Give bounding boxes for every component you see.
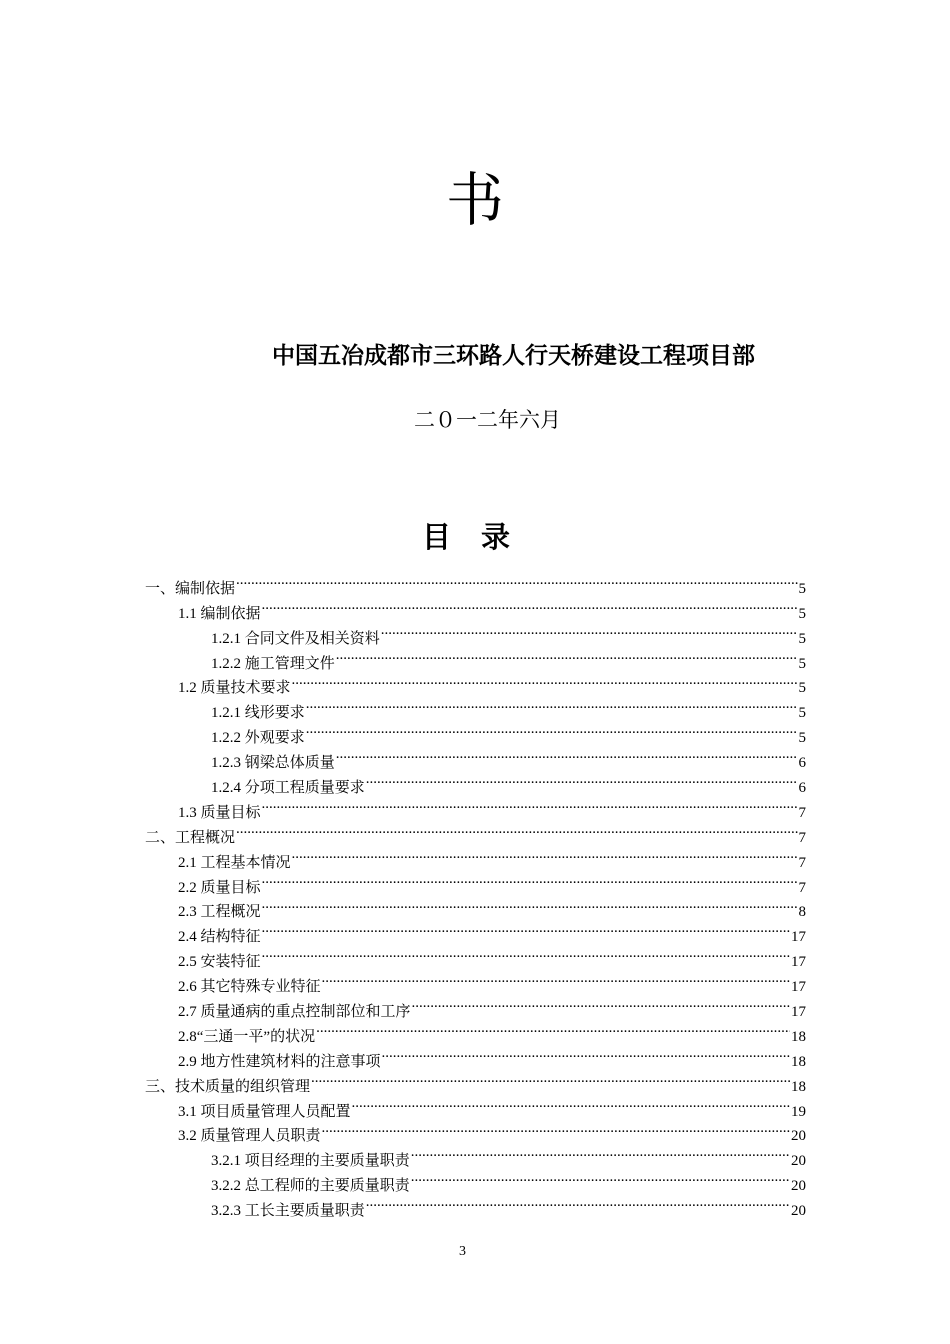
toc-entry-title: 2.4 结构特征 (178, 929, 261, 946)
toc-entry-page: 7 (798, 829, 806, 846)
toc-entry-page: 5 (798, 655, 806, 672)
toc-entry-page: 17 (791, 954, 806, 971)
toc-dot-leader (366, 767, 798, 792)
toc-heading: 目录 (421, 520, 540, 554)
toc-dot-leader (236, 817, 797, 842)
toc-entry-title: 2.7 质量通病的重点控制部位和工序 (178, 1004, 411, 1021)
toc-entry-title: 一、编制依据 (145, 580, 236, 597)
toc-entry-title: 2.8“三通一平”的状况 (178, 1028, 316, 1045)
toc-dot-leader (381, 618, 798, 643)
toc-dot-leader (316, 1016, 790, 1041)
toc-entry-title: 1.2.2 施工管理文件 (211, 655, 335, 672)
toc-dot-leader (262, 792, 798, 817)
toc-entry[interactable] (145, 842, 806, 871)
toc-entry-page: 18 (791, 1028, 806, 1045)
toc-entry-page: 5 (798, 705, 806, 722)
toc-entry-title: 2.5 安装特征 (178, 954, 261, 971)
toc-dot-leader (262, 916, 790, 941)
toc-dot-leader (352, 1091, 790, 1116)
toc-entry-page: 17 (791, 979, 806, 996)
toc-entry-title: 2.9 地方性建筑材料的注意事项 (178, 1053, 381, 1070)
toc-entry[interactable] (145, 568, 806, 597)
toc-entry-title: 1.2.2 外观要求 (211, 730, 305, 747)
toc-entry-page: 6 (798, 780, 806, 797)
table-of-contents (145, 568, 806, 1220)
toc-dot-leader (292, 668, 798, 693)
toc-entry-page: 5 (798, 730, 806, 747)
toc-entry-page: 7 (798, 854, 806, 871)
toc-entry-title: 1.2.1 线形要求 (211, 705, 305, 722)
toc-entry-title: 2.6 其它特殊专业特征 (178, 979, 321, 996)
toc-entry-page: 6 (798, 755, 806, 772)
company-name: 中国五冶成都市三环路人行天桥建设工程项目部 (272, 343, 755, 369)
toc-entry-page: 20 (791, 1153, 806, 1170)
toc-entry-title: 1.2 质量技术要求 (178, 680, 291, 697)
toc-entry-page: 5 (798, 605, 806, 622)
toc-entry-title: 3.1 项目质量管理人员配置 (178, 1103, 351, 1120)
toc-entry[interactable] (145, 817, 806, 846)
toc-dot-leader (322, 1116, 790, 1141)
toc-dot-leader (411, 1140, 790, 1165)
toc-entry-page: 5 (798, 680, 806, 697)
toc-entry-title: 3.2.3 工长主要质量职责 (211, 1203, 365, 1220)
toc-dot-leader (306, 717, 798, 742)
toc-entry-title: 1.2.1 合同文件及相关资料 (211, 630, 380, 647)
toc-entry-title: 1.1 编制依据 (178, 605, 261, 622)
toc-entry-title: 1.2.3 钢梁总体质量 (211, 755, 335, 772)
toc-entry-title: 3.2.2 总工程师的主要质量职责 (211, 1178, 410, 1195)
toc-dot-leader (236, 568, 797, 593)
toc-entry-title: 2.1 工程基本情况 (178, 854, 291, 871)
toc-entry-page: 17 (791, 929, 806, 946)
toc-dot-leader (366, 1190, 790, 1215)
toc-entry-page: 5 (798, 580, 806, 597)
toc-entry-page: 7 (798, 879, 806, 896)
toc-entry-page: 8 (798, 904, 806, 921)
toc-entry-page: 18 (791, 1053, 806, 1070)
toc-entry-title: 1.2.4 分项工程质量要求 (211, 780, 365, 797)
document-date: 二０一二年六月 (414, 408, 561, 432)
toc-dot-leader (382, 1041, 790, 1066)
toc-entry[interactable] (145, 593, 806, 622)
toc-entry-title: 三、技术质量的组织管理 (145, 1078, 311, 1095)
toc-dot-leader (292, 842, 798, 867)
toc-entry-title: 二、工程概况 (145, 829, 236, 846)
toc-entry-page: 17 (791, 1004, 806, 1021)
toc-dot-leader (262, 867, 798, 892)
toc-dot-leader (336, 643, 798, 668)
toc-entry-page: 7 (798, 804, 806, 821)
toc-dot-leader (306, 692, 798, 717)
toc-entry-page: 19 (791, 1103, 806, 1120)
toc-dot-leader (411, 1165, 790, 1190)
toc-entry-title: 2.3 工程概况 (178, 904, 261, 921)
toc-entry-page: 20 (791, 1203, 806, 1220)
toc-dot-leader (262, 941, 790, 966)
toc-entry-page: 20 (791, 1128, 806, 1145)
toc-dot-leader (412, 991, 790, 1016)
toc-dot-leader (336, 742, 798, 767)
toc-dot-leader (322, 966, 790, 991)
toc-entry-title: 3.2 质量管理人员职责 (178, 1128, 321, 1145)
cover-title-fragment: 书 (445, 166, 504, 234)
toc-dot-leader (262, 892, 798, 917)
page-number: 3 (459, 1244, 466, 1259)
toc-entry-title: 2.2 质量目标 (178, 879, 261, 896)
toc-entry-title: 1.3 质量目标 (178, 804, 261, 821)
toc-dot-leader (311, 1066, 790, 1091)
toc-entry-page: 18 (791, 1078, 806, 1095)
toc-entry-page: 5 (798, 630, 806, 647)
toc-dot-leader (262, 593, 798, 618)
toc-entry-title: 3.2.1 项目经理的主要质量职责 (211, 1153, 410, 1170)
toc-entry-page: 20 (791, 1178, 806, 1195)
